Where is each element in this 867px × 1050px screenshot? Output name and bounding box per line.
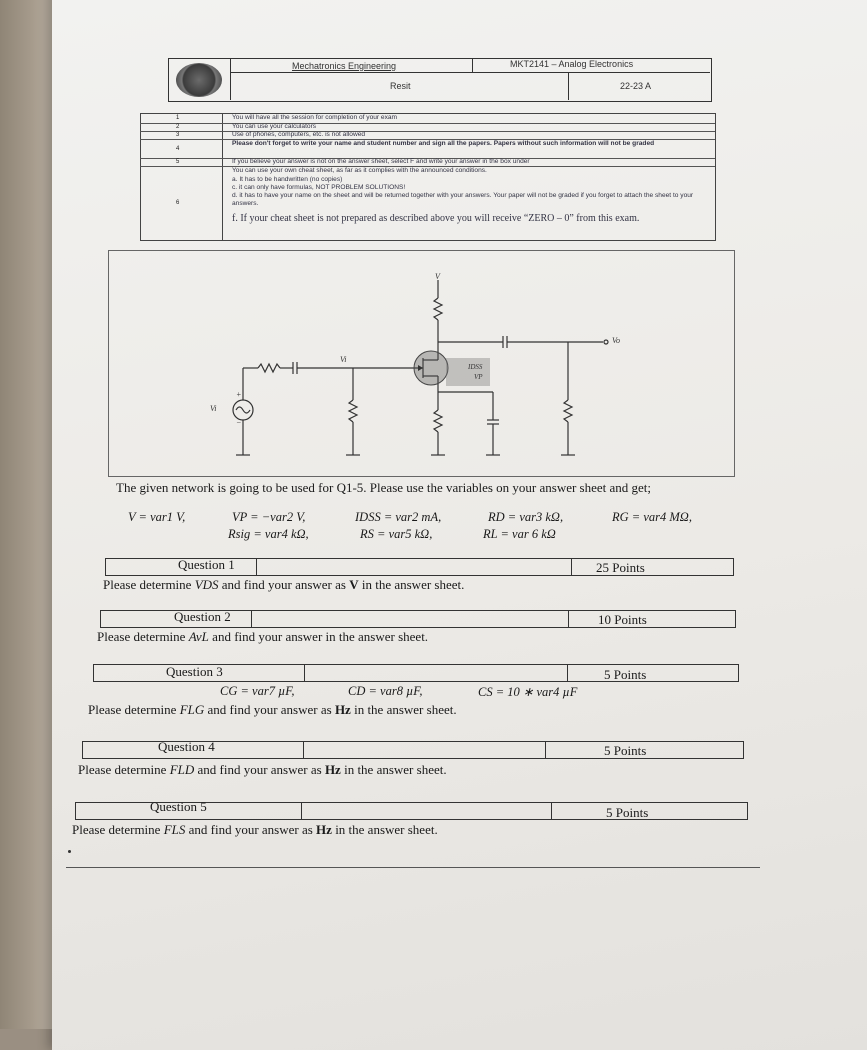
rule-number: 6 — [176, 200, 180, 206]
header-divider — [230, 58, 231, 100]
question-4-text: Please determine FLD and find your answer as Hz in the answer sheet. — [78, 762, 447, 777]
minus-sign: − — [236, 418, 242, 427]
header-divider — [568, 72, 569, 100]
idss-label: IDSS — [468, 363, 483, 371]
vp-label: VP — [474, 373, 483, 381]
question-2-points: 10 Points — [598, 612, 647, 627]
rule-number: 4 — [176, 146, 180, 152]
rule-text: Use of phones, computers, etc. is not allowed — [232, 131, 366, 138]
cap-cd: CD = var8 µF, — [348, 684, 423, 698]
rules-row-line — [140, 131, 715, 132]
rule-text: Please don't forget to write your name and student number and sign all the papers. Papers without such information will not be graded — [232, 140, 655, 147]
input-voltage-label: Vi — [340, 355, 347, 364]
intro-text: The given network is going to be used for Q1-5. Please use the variables on your answer sheet and get; — [116, 480, 652, 495]
var-rs: RS = var5 kΩ, — [360, 527, 433, 541]
rule-number: 2 — [176, 124, 180, 130]
question-4-title: Question 4 — [158, 739, 215, 754]
academic-year: 22-23 A — [620, 81, 652, 91]
question-3-title: Question 3 — [166, 664, 223, 679]
question-5-title: Question 5 — [150, 799, 207, 814]
rules-row-line — [140, 123, 715, 124]
exam-type: Resit — [390, 81, 411, 91]
rule-text: You will have all the session for completion of your exam — [232, 114, 398, 121]
cheat-final-warning: f. If your cheat sheet is not prepared as described above you will receive “ZERO – 0” from this exam. — [232, 213, 640, 224]
question-5-text: Please determine FLS and find your answer as Hz in the answer sheet. — [72, 822, 438, 837]
rule-text: You can use your calculators — [232, 123, 317, 130]
cheat-condition: a. It has to be handwritten (no copies) — [232, 176, 343, 183]
output-voltage-label: Vo — [612, 336, 620, 345]
cheat-condition: c. it can only have formulas, NOT PROBLEM SOLUTIONS! — [232, 184, 406, 191]
question-5-points: 5 Points — [606, 805, 649, 820]
var-idss: IDSS = var2 mA, — [355, 510, 442, 524]
rule-text: You can use your own cheat sheet, as far as it complies with the announced conditions. — [232, 167, 487, 174]
question-3-points: 5 Points — [604, 667, 647, 682]
question-1-points: 25 Points — [596, 560, 645, 575]
question-2-text: Please determine AvL and find your answer in the answer sheet. — [97, 629, 429, 644]
bullet-dot — [68, 850, 71, 853]
question-3-text: Please determine FLG and find your answer as Hz in the answer sheet. — [88, 702, 457, 717]
question-4-points: 5 Points — [604, 743, 647, 758]
question-1-title: Question 1 — [178, 557, 235, 572]
var-v: V = var1 V, — [128, 510, 186, 524]
bottom-rule — [66, 867, 760, 868]
cheat-condition: d. it has to have your name on the sheet and will be returned together with your answers. Your paper will not be graded if you forget to attach the sheet to your answers. — [232, 192, 694, 207]
header-divider — [472, 58, 473, 72]
var-rl: RL = var 6 kΩ — [483, 527, 556, 541]
rule-text: If you believe your answer is not on the answer sheet, select F and write your answer in the box under — [232, 158, 530, 165]
question-2-title: Question 2 — [174, 609, 231, 624]
rule-number: 3 — [176, 132, 180, 138]
plus-sign: + — [236, 390, 242, 399]
jfet-amplifier-schematic — [108, 250, 733, 475]
cap-cg: CG = var7 µF, — [220, 684, 295, 698]
supply-voltage-label: V — [435, 272, 440, 281]
rules-divider — [222, 113, 223, 240]
rule-number: 1 — [176, 115, 180, 121]
var-rg: RG = var4 MΩ, — [612, 510, 692, 524]
cap-cs: CS = 10 ∗ var4 µF — [478, 685, 578, 699]
var-rsig: Rsig = var4 kΩ, — [228, 527, 309, 541]
university-logo — [176, 63, 222, 97]
course-name: MKT2141 – Analog Electronics — [510, 59, 634, 69]
header-divider — [230, 72, 710, 73]
question-1-text: Please determine VDS and find your answer as V in the answer sheet. — [103, 577, 465, 592]
department-name: Mechatronics Engineering — [292, 61, 397, 71]
rule-number: 5 — [176, 159, 180, 165]
var-rd: RD = var3 kΩ, — [488, 510, 564, 524]
var-vp: VP = −var2 V, — [232, 510, 306, 524]
source-voltage-label: Vi — [210, 404, 217, 413]
